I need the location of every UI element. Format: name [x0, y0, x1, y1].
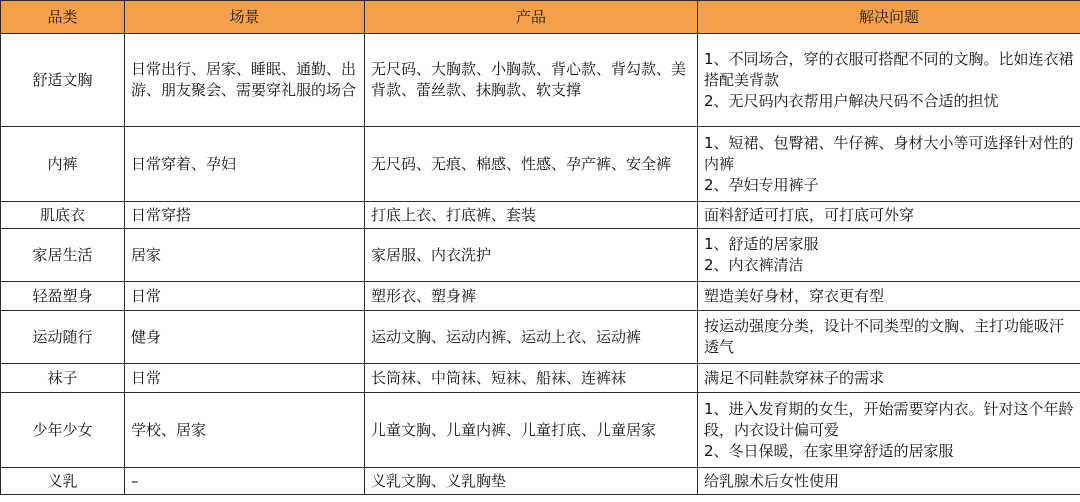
table-row: [1, 311, 1080, 364]
scene-cell: 学校、居家: [125, 393, 365, 468]
solution-cell: [698, 468, 1080, 495]
product-cell: 无尺码、无痕、棉感、性感、孕产裤、安全裤: [365, 127, 698, 202]
solution-line: 2、冬日保暖，在家里穿舒适的居家服: [704, 441, 954, 460]
solution-cell: [698, 393, 1080, 468]
solution-cell: [698, 364, 1080, 393]
product-cell: 长筒袜、中筒袜、短袜、船袜、连裤袜: [365, 364, 698, 393]
product-cell: 打底上衣、打底裤、套装: [365, 202, 698, 229]
scene-cell: –: [125, 468, 365, 495]
table-row: [1, 127, 1080, 202]
product-cell: 运动文胸、运动内裤、运动上衣、运动裤: [365, 311, 698, 364]
solution-line: 2、孕妇专用裤子: [704, 175, 819, 194]
header-product: 产品: [365, 1, 698, 34]
scene-cell: 日常: [125, 364, 365, 393]
solution-cell: [698, 229, 1080, 282]
solution-line: 给乳腺术后女性使用: [704, 471, 840, 490]
category-cell: 袜子: [1, 364, 125, 393]
solution-cell: [698, 311, 1080, 364]
header-solution: 解决问题: [698, 1, 1080, 34]
product-cell: 义乳文胸、义乳胸垫: [365, 468, 698, 495]
table-row: [1, 282, 1080, 311]
category-cell: 运动随行: [1, 311, 125, 364]
scene-cell: 日常出行、居家、睡眠、通勤、出游、朋友聚会、需要穿礼服的场合: [125, 34, 365, 127]
category-cell: 家居生活: [1, 229, 125, 282]
solution-line: 面料舒适可打底，可打底可外穿: [704, 205, 915, 224]
scene-cell: 健身: [125, 311, 365, 364]
table-row: [1, 393, 1080, 468]
solution-line: 2、内衣裤清洁: [704, 256, 804, 274]
solution-line: 1、舒适的居家服: [704, 235, 819, 253]
scene-cell: 居家: [125, 229, 365, 282]
table-row: [1, 202, 1080, 229]
category-cell: 少年少女: [1, 393, 125, 468]
scene-cell: 日常穿着、孕妇: [125, 127, 365, 202]
solution-cell: [698, 202, 1080, 229]
product-cell: 儿童文胸、儿童内裤、儿童打底、儿童居家: [365, 393, 698, 468]
category-cell: 肌底衣: [1, 202, 125, 229]
solution-cell: [698, 282, 1080, 311]
solution-line: 1、不同场合，穿的衣服可搭配不同的文胸。比如连衣裙搭配美背款: [704, 49, 1074, 89]
solution-line: 塑造美好身材，穿衣更有型: [704, 286, 885, 305]
scene-cell: 日常穿搭: [125, 202, 365, 229]
solution-cell: [698, 34, 1080, 127]
scene-cell: 日常: [125, 282, 365, 311]
solution-line: 2、无尺码内衣帮用户解决尺码不合适的担忧: [704, 91, 999, 110]
category-cell: 轻盈塑身: [1, 282, 125, 311]
solution-cell: [698, 127, 1080, 202]
solution-line: 1、短裙、包臀裙、牛仔裤、身材大小等可选择针对性的内裤: [704, 133, 1074, 173]
header-category: 品类: [1, 1, 125, 34]
header-scene: 场景: [125, 1, 365, 34]
solution-line: 满足不同鞋款穿袜子的需求: [704, 368, 885, 387]
category-cell: 舒适文胸: [1, 34, 125, 127]
product-cell: 无尺码、大胸款、小胸款、背心款、背勾款、美背款、蕾丝款、抹胸款、软支撑: [365, 34, 698, 127]
table-row: [1, 468, 1080, 495]
header-row: [1, 1, 1080, 34]
table-row: [1, 229, 1080, 282]
product-cell: 家居服、内衣洗护: [365, 229, 698, 282]
category-cell: 内裤: [1, 127, 125, 202]
product-cell: 塑形衣、塑身裤: [365, 282, 698, 311]
solution-line: 1、进入发育期的女生，开始需要穿内衣。针对这个年龄段，内衣设计偏可爱: [704, 399, 1074, 439]
solution-line: 按运动强度分类，设计不同类型的文胸、主打功能吸汗透气: [704, 317, 1065, 356]
table-row: [1, 364, 1080, 393]
category-cell: 义乳: [1, 468, 125, 495]
table-row: [1, 34, 1080, 127]
